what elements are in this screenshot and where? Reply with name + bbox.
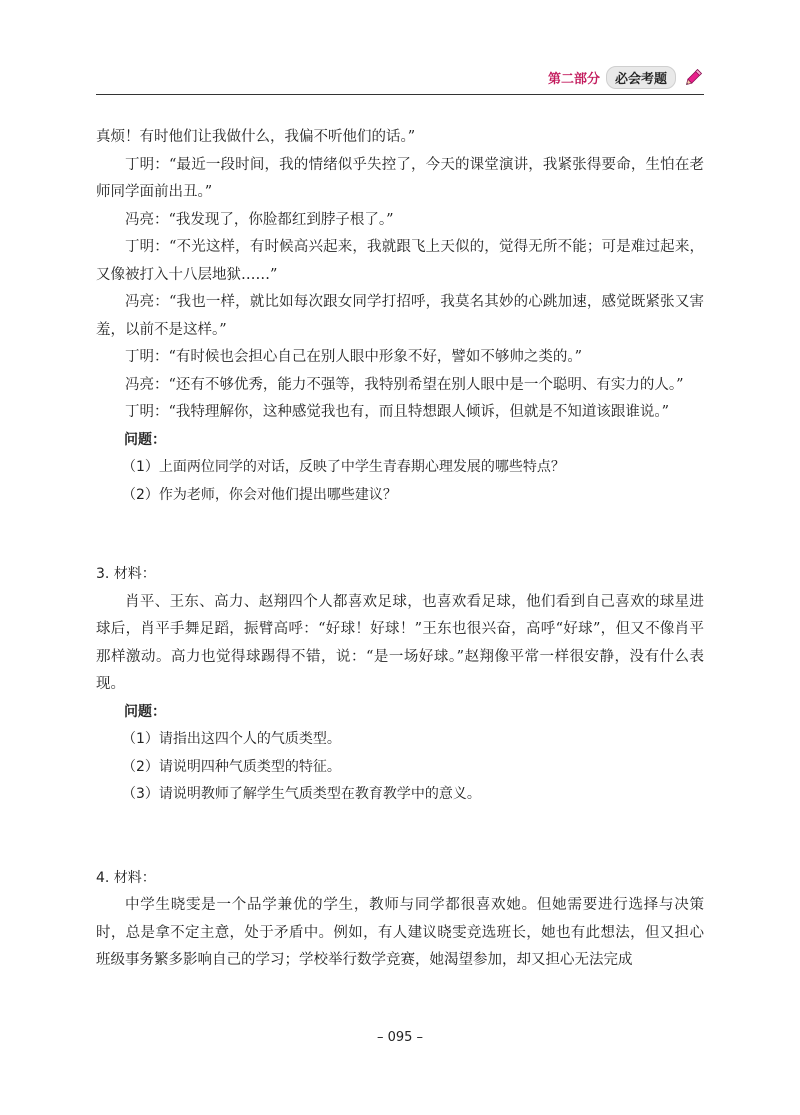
material-title-4: 4. 材料： <box>96 869 156 886</box>
page-header <box>96 62 704 95</box>
section-label: 第二部分 <box>547 72 600 87</box>
question-item: （1）上面两位同学的对话，反映了中学生青春期心理发展的哪些特点？ <box>122 459 565 475</box>
question-label: 问题： <box>124 703 166 720</box>
question-item: （2）请说明四种气质类型的特征。 <box>122 758 341 775</box>
dialogue-line: 冯亮：“我发现了，你脸都红到脖子根了。” <box>125 211 394 228</box>
spacer <box>96 809 704 865</box>
question-item: （1）请指出这四个人的气质类型。 <box>122 731 341 747</box>
dialogue-line: 丁明：“我特理解你，这种感觉我也有，而且特想跟人倾诉，但就是不知道该跟谁说。” <box>125 404 670 420</box>
spacer <box>96 509 704 561</box>
badge-must-know: 必会考题 <box>606 66 676 89</box>
material-title-3: 3. 材料： <box>96 566 156 582</box>
dialogue-line: 丁明：“最近一段时间，我的情绪似乎失控了，今天的课堂演讲，我紧张得要命，生怕在老师同学面前出丑。” <box>96 156 704 200</box>
dialogue-line: 丁明：“有时候也会担心自己在别人眼中形象不好，譬如不够帅之类的。” <box>125 349 583 365</box>
page-content <box>96 124 704 975</box>
dialogue-line: 冯亮：“还有不够优秀，能力不强等，我特别希望在别人眼中是一个聪明、有实力的人。” <box>125 376 684 393</box>
material-text-4: 中学生晓雯是一个品学兼优的学生，教师与同学都很喜欢她。但她需要进行选择与决策时，总是拿不定主意，处于矛盾中。例如，有人建议晓雯竞选班长，她也有此想法，但又担心班级事务繁多影响自己的学习；学校举行数学竞赛，她渴望参加，却又担心无法完成 <box>96 897 704 968</box>
question-item: （2）作为老师，你会对他们提出哪些建议？ <box>122 486 397 503</box>
dialogue-line: 冯亮：“我也一样，就比如每次跟女同学打招呼，我莫名其妙的心跳加速，感觉既紧张又害羞，以前不是这样。” <box>96 294 704 338</box>
page-number: – 095 – <box>376 1030 424 1045</box>
dialogue-line: 丁明：“不光这样，有时候高兴起来，我就跟飞上天似的，觉得无所不能；可是难过起来，又像被打入十八层地狱……” <box>96 239 704 283</box>
material-text-3: 肖平、王东、高力、赵翔四个人都喜欢足球，也喜欢看足球，他们看到自己喜欢的球星进球后，肖平手舞足蹈，振臂高呼：“好球！好球！”王东也很兴奋，高呼“好球”，但又不像肖平那样激动。高力也觉得球踢得不错，说：“是一场好球。”赵翔像平常一样很安静，没有什么表现。 <box>96 593 704 692</box>
question-label: 问题： <box>124 431 166 448</box>
question-item: （3）请说明教师了解学生气质类型在教育教学中的意义。 <box>122 786 481 802</box>
pencil-icon <box>682 67 704 89</box>
dialogue-line: 真烦！有时他们让我做什么，我偏不听他们的话。” <box>96 129 416 145</box>
header-right <box>548 66 704 89</box>
